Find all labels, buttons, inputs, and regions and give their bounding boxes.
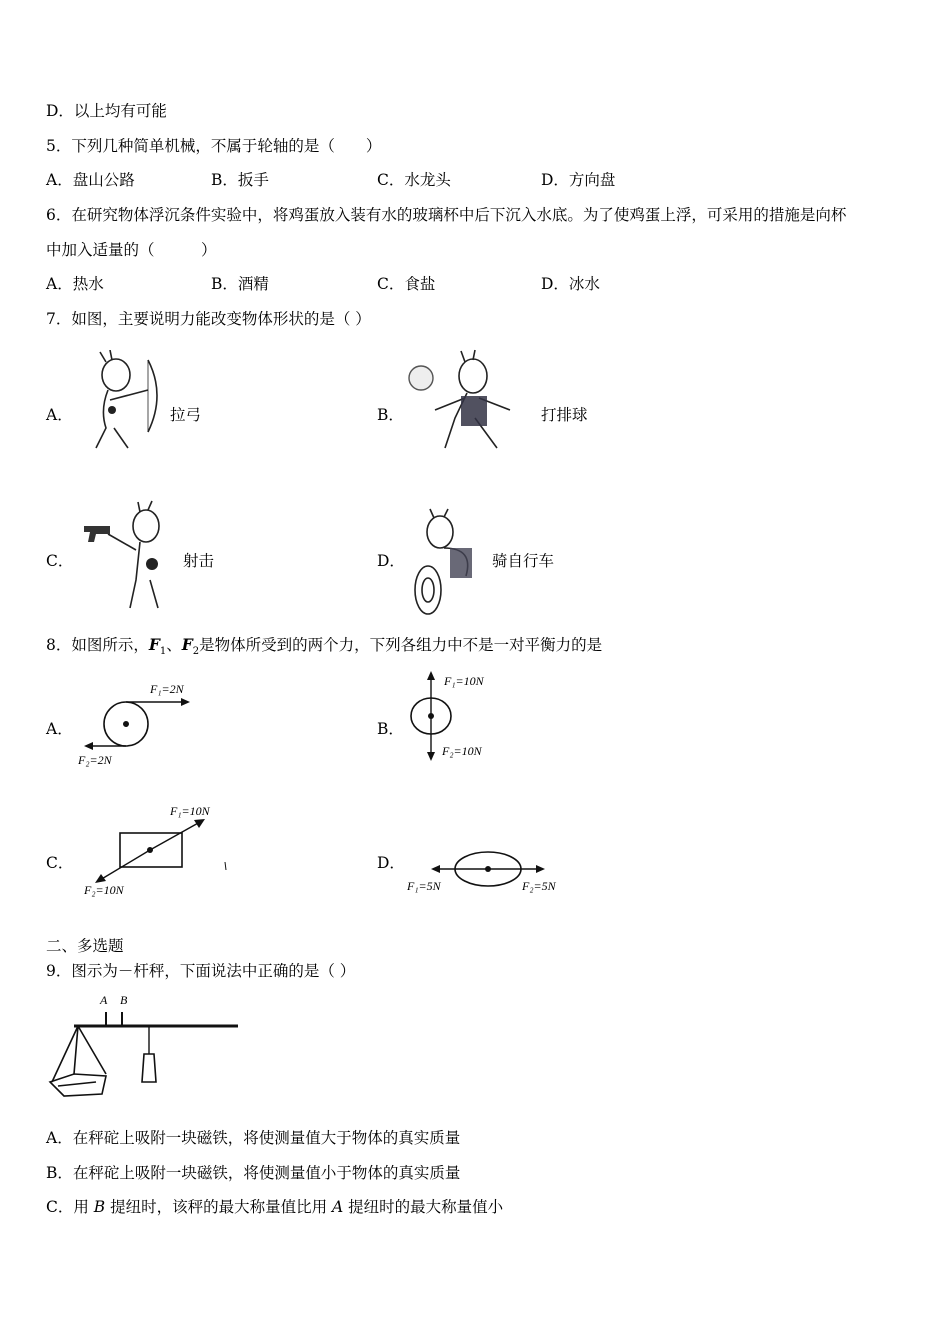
force-diagram-c (80, 800, 240, 900)
c-f1-label: F₁=10N (170, 804, 210, 818)
force-diagram-d (404, 842, 574, 898)
q9-option-b: B．在秤砣上吸附一块磁铁，将使测量值小于物体的真实质量 (46, 1164, 461, 1182)
q7-option-d-caption: 骑自行车 (492, 552, 555, 570)
q7-stem: 7．如图，主要说明力能改变物体形状的是（ ） (46, 310, 371, 328)
q6-option-d: D．冰水 (541, 275, 600, 293)
a-f2-label: F₂=2N (78, 753, 112, 767)
b-f2-label: F₂=10N (442, 744, 482, 758)
archer-illustration (78, 350, 168, 455)
b-f1-label: F₁=10N (444, 674, 484, 688)
force-diagram-b (404, 666, 514, 766)
force-diagram-a (76, 676, 206, 770)
q7-option-c-caption: 射击 (183, 552, 215, 570)
shooter-illustration (80, 500, 180, 612)
q6-option-b: B．酒精 (211, 275, 269, 293)
q5-option-b: B．扳手 (211, 171, 269, 189)
q6-stem-line1: 6．在研究物体浮沉条件实验中，将鸡蛋放入装有水的玻璃杯中后下沉入水底。为了使鸡蛋上浮，可采用的措施是向杯 (46, 206, 847, 224)
cyclist-illustration (404, 508, 484, 618)
q7-option-b-caption: 打排球 (541, 406, 588, 424)
q9-option-c: C．用 B 提纽时，该秤的最大称量值比用 A 提纽时的最大称量值小 (46, 1198, 504, 1216)
q8-stem: 8．如图所示，$F_1$、$F_2$是物体所受到的两个力，下列各组力中不是一对平衡力的是 (46, 635, 603, 658)
q6-option-c: C．食盐 (377, 275, 436, 293)
q7-option-d-letter: D． (377, 552, 405, 570)
q5-option-d: D．方向盘 (541, 171, 616, 189)
q7-option-a-letter: A． (46, 406, 73, 424)
volleyball-player-illustration (405, 348, 535, 458)
q7-option-b-letter: B． (377, 406, 404, 424)
q6-stem-line2: 中加入适量的（ ） (46, 241, 217, 259)
q5-stem: 5．下列几种简单机械，不属于轮轴的是（ ） (46, 137, 382, 155)
q7-option-c-letter: C． (46, 552, 74, 570)
section-title: 二、多选题 (46, 937, 124, 955)
steelyard-illustration (44, 990, 244, 1108)
q4-option-d: D．以上均有可能 (46, 102, 167, 120)
q8-option-a-letter: A． (46, 720, 73, 738)
d-f1-label: F₁=5N (407, 879, 441, 893)
d-f2-label: F₂=5N (522, 879, 556, 893)
a-f1-label: F₁=2N (150, 682, 184, 696)
hook-b-label: B (120, 993, 128, 1007)
q8-option-c-letter: C． (46, 854, 74, 872)
q8-option-d-letter: D． (377, 854, 405, 872)
q9-option-a: A．在秤砣上吸附一块磁铁，将使测量值大于物体的真实质量 (46, 1129, 461, 1147)
q6-option-a: A．热水 (46, 275, 104, 293)
q8-option-b-letter: B． (377, 720, 404, 738)
q5-option-a: A．盘山公路 (46, 171, 135, 189)
c-f2-label: F₂=10N (84, 883, 124, 897)
q7-option-a-caption: 拉弓 (170, 406, 202, 424)
q9-stem: 9．图示为－杆秤，下面说法中正确的是（ ） (46, 962, 356, 980)
hook-a-label: A (100, 993, 108, 1007)
q5-option-c: C．水龙头 (377, 171, 451, 189)
